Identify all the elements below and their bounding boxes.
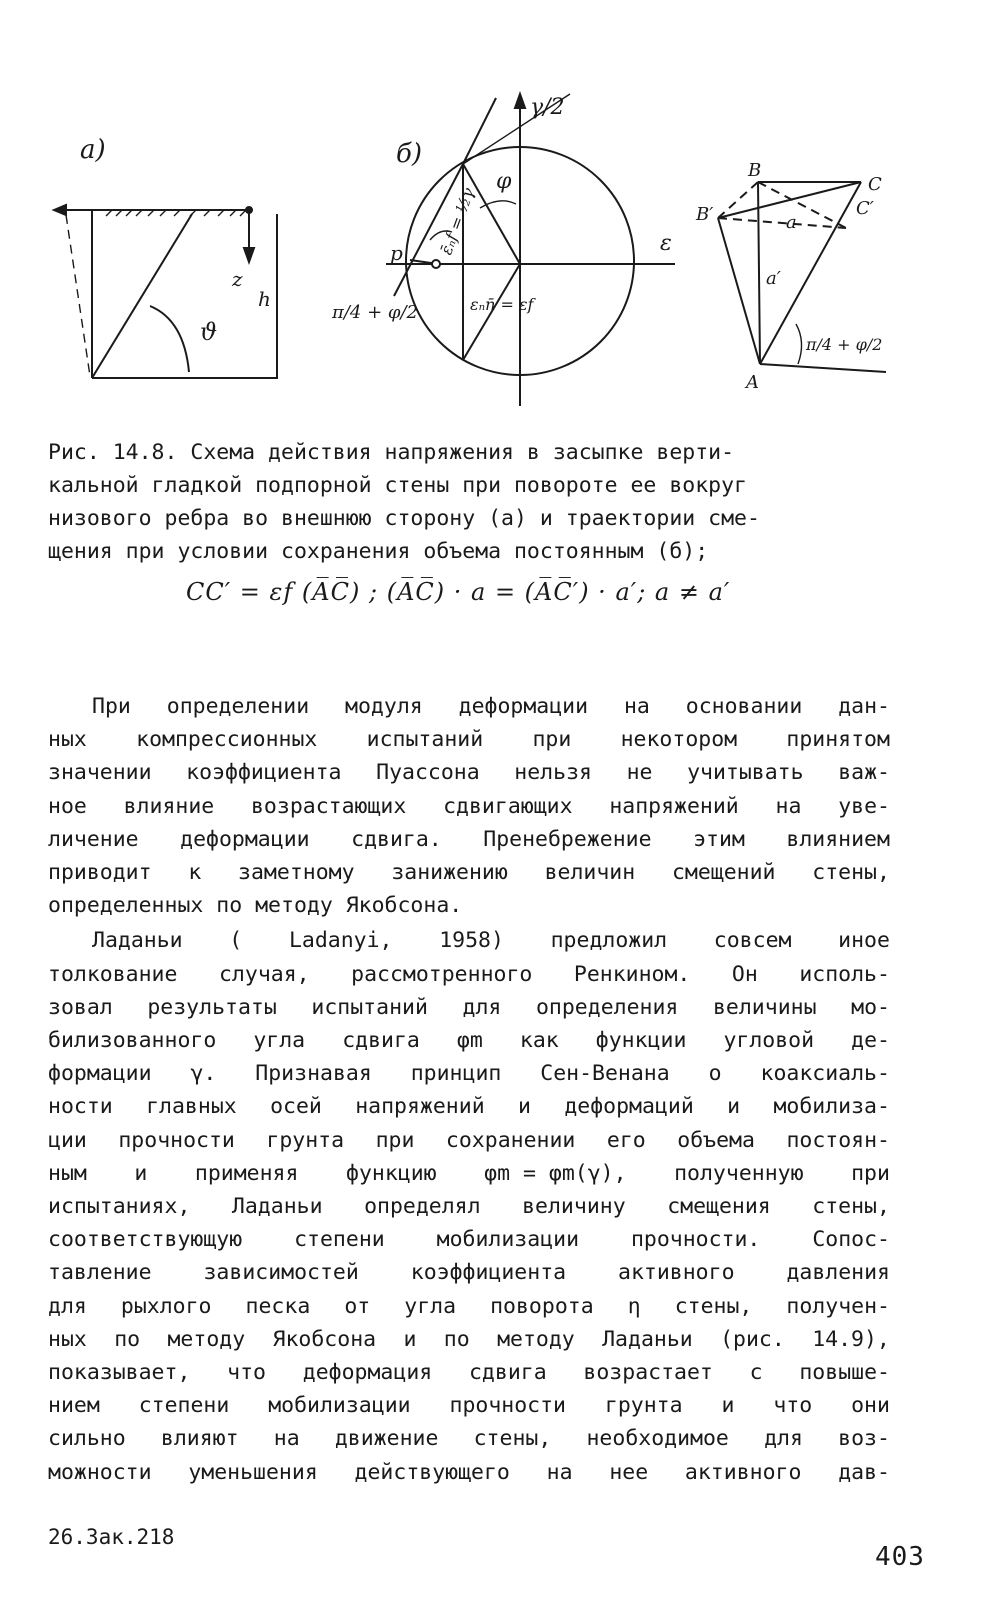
word: повыше- [799, 1360, 890, 1386]
word: зовал [48, 994, 113, 1020]
word: и [134, 1160, 148, 1186]
word: стены, [812, 860, 890, 886]
word: на [623, 694, 650, 719]
word: можности [48, 1459, 152, 1485]
text-line [48, 823, 890, 856]
word: Пуассона [376, 760, 480, 786]
text-line [48, 1356, 890, 1389]
word: воз- [838, 1426, 890, 1452]
word: стены, [473, 1426, 552, 1452]
label-a: a [786, 212, 797, 233]
word: деформации [180, 826, 310, 852]
axis-eps-label: ε [660, 231, 672, 256]
word: ных [48, 1326, 87, 1352]
word: смещения [667, 1194, 771, 1220]
word: этим [693, 826, 745, 852]
label-Bp: B′ [696, 204, 714, 225]
word: угловой [723, 1028, 815, 1054]
word: мобилизации [268, 1393, 411, 1419]
caption-line-2: кальной гладкой подпорной стены при повороте ее вокруг [48, 473, 747, 498]
word: Сопос- [812, 1227, 890, 1253]
text-line [48, 1157, 890, 1190]
text-line [48, 1190, 890, 1223]
word: возрастает [583, 1360, 713, 1386]
word: величину [522, 1194, 626, 1220]
word: прочности [118, 1127, 235, 1153]
text-line [48, 1124, 890, 1157]
word: приводит [48, 860, 152, 886]
word: уменьшения [188, 1459, 318, 1485]
word: полученную [674, 1160, 804, 1186]
axis-gamma-label: γ/2 [530, 95, 565, 120]
text-line [48, 1290, 890, 1323]
word: Пренебрежение [483, 826, 652, 852]
word: коаксиаль- [760, 1061, 890, 1087]
word: величин [544, 860, 636, 886]
word: занижению [391, 860, 508, 886]
word: стены, [812, 1194, 890, 1220]
word: иное [838, 928, 890, 954]
label-B: B [748, 160, 762, 181]
word: η [627, 1293, 641, 1319]
word: Ладаньи [231, 1194, 323, 1220]
figure-panel-b [330, 88, 690, 408]
word: φm [456, 1028, 483, 1054]
caption-line-4: щения при условии сохранения объема постоянным (б); [48, 539, 709, 564]
label-eps-bottom: εₙn̄ = εf [470, 295, 534, 314]
panel-a-label: а) [80, 135, 106, 165]
word: мобилиза- [773, 1094, 890, 1120]
word: принятом [786, 727, 890, 753]
word: угла [253, 1028, 306, 1054]
word: возрастающих [250, 793, 407, 819]
word: случая, [218, 961, 310, 987]
word: принцип [410, 1061, 502, 1087]
word: значении [48, 760, 152, 786]
word: зависимостей [203, 1260, 359, 1286]
text-line [48, 690, 890, 723]
word: угла [404, 1293, 457, 1319]
sheet-signature: 26.Зак.218 [48, 1525, 175, 1549]
text-line [48, 756, 890, 789]
word: функцию [346, 1160, 437, 1186]
word: действующего [354, 1459, 510, 1485]
label-angle-c: π/4 + φ/2 [806, 335, 883, 354]
word: на [273, 1426, 300, 1452]
word: заметному [238, 860, 355, 886]
word: грунта [266, 1127, 345, 1153]
word: и [721, 1393, 735, 1419]
word: влиянием [786, 826, 890, 852]
word: от [344, 1293, 371, 1319]
word: важ- [838, 760, 890, 786]
word: формации [48, 1061, 152, 1087]
caption-line-3: низового ребра во внешнюю сторону (а) и траектории сме- [48, 506, 760, 531]
word: по [114, 1326, 141, 1352]
word: γ. [190, 1061, 217, 1087]
word: и [518, 1094, 531, 1120]
word: деформации [458, 694, 589, 719]
word: на [775, 793, 802, 819]
word: де- [851, 1028, 890, 1054]
word: что [227, 1360, 266, 1386]
word: при [532, 727, 572, 753]
word: и [727, 1094, 741, 1120]
word: определял [364, 1194, 481, 1220]
word: результаты [147, 994, 277, 1020]
word: соответствующую [48, 1227, 243, 1253]
word: его [606, 1127, 646, 1153]
word: Ладаньи [602, 1326, 693, 1352]
word: определения [535, 994, 679, 1020]
word: для [462, 994, 502, 1020]
word: что [773, 1393, 813, 1419]
word: φm = φm(γ), [484, 1160, 627, 1186]
label-Cp: C′ [856, 198, 874, 219]
word: давления [786, 1260, 890, 1286]
word: о [708, 1061, 722, 1087]
word: мо- [851, 994, 890, 1020]
word: прочности [449, 1393, 566, 1419]
label-p: p [390, 241, 403, 265]
word: модуля [345, 694, 423, 719]
word: с [749, 1360, 763, 1386]
word: постоян- [786, 1127, 890, 1153]
word: стены, [674, 1293, 753, 1319]
word: коэффициента [186, 760, 342, 786]
caption-line-1: Рис. 14.8. Схема действия напряжения в засыпке верти- [48, 440, 735, 465]
figure-panel-c [696, 160, 896, 400]
word: нельзя [514, 760, 592, 786]
word: Ладаньи [92, 928, 183, 954]
word: испытаниях, [48, 1194, 191, 1220]
word: Ренкином. [573, 961, 691, 987]
word: движение [334, 1426, 439, 1452]
word: как [519, 1028, 559, 1054]
word: степени [294, 1227, 385, 1253]
text-line [48, 958, 890, 991]
word: главных [146, 1094, 237, 1120]
word: определенных по методу Якобсона. [48, 893, 463, 919]
word: степени [138, 1393, 230, 1419]
word: ции [48, 1127, 87, 1153]
text-line [48, 1057, 890, 1090]
word: билизованного [48, 1028, 217, 1054]
word: толкование [48, 961, 178, 987]
word: поворота [490, 1293, 594, 1319]
word: испытаний [311, 994, 428, 1020]
word: некотором [620, 727, 738, 753]
word: активного [618, 1260, 735, 1286]
word: сдвига [342, 1028, 420, 1054]
figure-panel-a [44, 130, 304, 400]
word: они [851, 1393, 890, 1419]
text-line [48, 790, 890, 823]
body-text [48, 690, 890, 1491]
text-line [48, 723, 890, 756]
text-line [48, 1323, 890, 1356]
word: сдвига [468, 1360, 547, 1386]
text-line [48, 1223, 890, 1256]
word: к [188, 860, 202, 886]
word: ных [48, 727, 87, 753]
word: методу [497, 1326, 575, 1352]
word: сдвигающих [443, 793, 573, 819]
word: величины [712, 994, 817, 1020]
word: (рис. [720, 1326, 785, 1352]
text-line [48, 1389, 890, 1422]
word: показывает, [48, 1360, 191, 1386]
word: смещений [671, 860, 776, 886]
word: личение [48, 826, 139, 852]
text-line [48, 889, 890, 922]
word: нее [609, 1459, 649, 1485]
label-angle-b: π/4 + φ/2 [332, 302, 418, 323]
word: Он [731, 961, 758, 987]
word: активного [684, 1459, 802, 1485]
word: при [375, 1127, 415, 1153]
word: Ladanyi, [288, 928, 393, 954]
word: осей [270, 1094, 322, 1120]
word: объема [677, 1127, 755, 1153]
caption-formula: CC′ = εf (A̅C̅) ; (A̅C̅) · a = (A̅C̅′) · a′; a ≠ a′ [186, 578, 731, 606]
word: прочности. [630, 1227, 761, 1253]
word: применяя [194, 1160, 299, 1186]
text-line [48, 991, 890, 1024]
label-ap: a′ [766, 268, 781, 289]
text-line [48, 924, 890, 957]
word: ности [48, 1094, 113, 1120]
word: и [403, 1326, 417, 1352]
text-line [48, 1090, 890, 1123]
word: 14.9), [812, 1326, 890, 1352]
label-z: z [232, 267, 243, 291]
paragraph [48, 924, 890, 1488]
word: тавление [48, 1260, 152, 1286]
word: сдвига. [351, 826, 442, 852]
word: Сен-Венана [540, 1061, 670, 1087]
text-line [48, 1422, 890, 1455]
word: рыхлого [120, 1293, 212, 1319]
label-A: A [746, 372, 759, 393]
label-theta: ϑ [200, 318, 218, 346]
word: для [764, 1426, 803, 1452]
word: для [48, 1293, 87, 1319]
word: дан- [838, 694, 890, 719]
text-line [48, 1024, 890, 1057]
word: функции [595, 1028, 687, 1054]
figure-caption [48, 436, 898, 568]
label-C: C [868, 174, 882, 195]
text-line [48, 1456, 890, 1489]
page-number: 403 [875, 1542, 925, 1572]
word: на [546, 1459, 573, 1485]
word: необходимое [586, 1426, 729, 1452]
word: напряжений [609, 793, 739, 819]
word: не [626, 760, 653, 786]
word: по [443, 1326, 470, 1352]
word: грунта [604, 1393, 683, 1419]
word: получен- [786, 1293, 890, 1319]
label-h: h [258, 287, 271, 311]
label-phi-b: φ [496, 169, 512, 194]
word: рассмотренного [351, 961, 533, 987]
word: 1958) [439, 928, 504, 954]
word: компрессионных [136, 727, 318, 753]
word: песка [245, 1293, 311, 1319]
word: деформаций [564, 1094, 694, 1120]
word: основании [685, 694, 803, 719]
word: исполь- [799, 961, 890, 987]
word: определении [166, 694, 310, 719]
word: Признавая [255, 1061, 372, 1087]
word: мобилизации [436, 1227, 580, 1253]
word: учитывать [687, 760, 804, 786]
word: При [92, 694, 131, 719]
word: напряжений [355, 1094, 485, 1120]
text-line [48, 1256, 890, 1289]
word: сильно [48, 1426, 126, 1452]
word: нием [48, 1393, 100, 1419]
word: уве- [838, 793, 890, 819]
paragraph [48, 690, 890, 922]
word: при [851, 1160, 890, 1186]
word: влияние [123, 793, 215, 819]
word: влияют [160, 1426, 239, 1452]
word: предложил [550, 928, 668, 954]
panel-b-label: б) [396, 139, 423, 169]
text-line [48, 856, 890, 889]
word: ( [229, 928, 243, 954]
label-eps-top: ε̄ₙf = ½γ [436, 185, 479, 258]
word: методу [167, 1326, 246, 1352]
word: ное [48, 793, 87, 819]
word: Якобсона [272, 1326, 377, 1352]
word: совсем [713, 928, 792, 954]
word: коэффициента [410, 1260, 567, 1286]
word: дав- [838, 1459, 890, 1485]
word: деформация [302, 1360, 433, 1386]
word: сохранении [445, 1127, 576, 1153]
word: испытаний [366, 727, 484, 753]
word: ным [48, 1160, 87, 1186]
